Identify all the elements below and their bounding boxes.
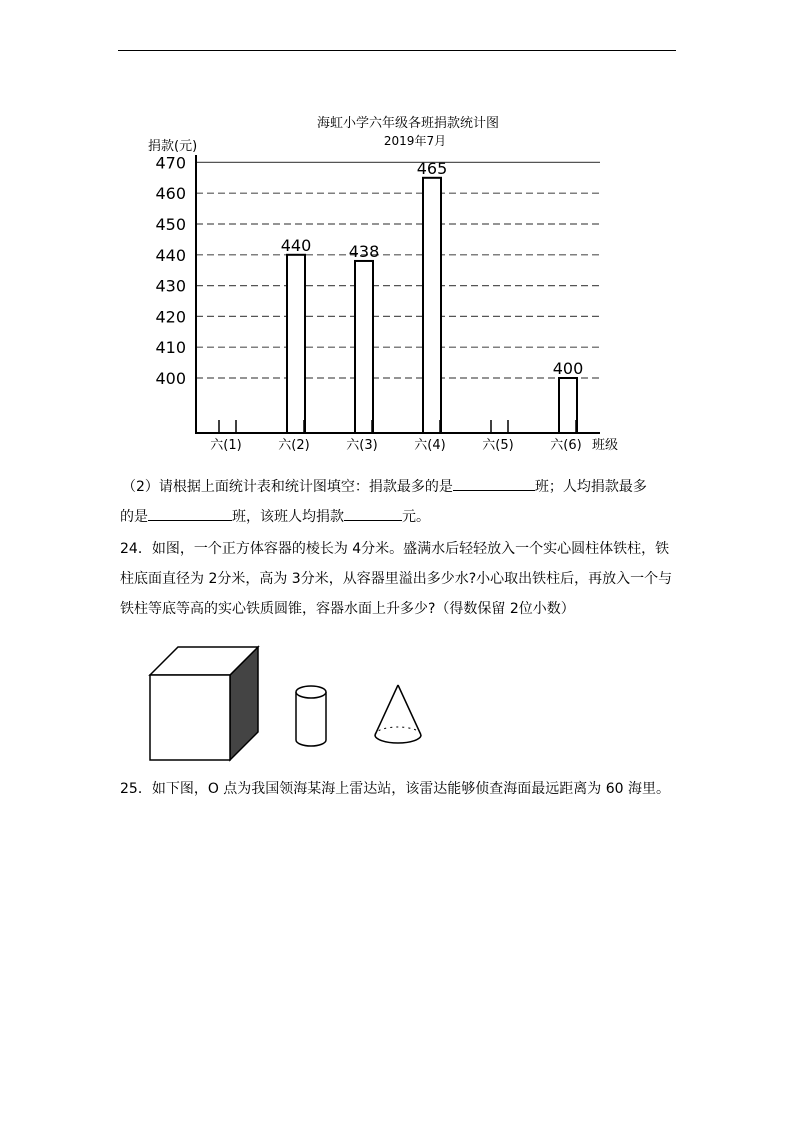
bar-value-label: 465 [416, 158, 448, 178]
question-23-part2 [120, 472, 680, 532]
y-tick-label: 410 [155, 338, 186, 358]
bar [287, 255, 305, 433]
bar-value-label: 438 [348, 241, 380, 261]
x-tick-labels [210, 420, 581, 453]
y-tick-label: 430 [155, 276, 186, 296]
y-tick-label: 450 [155, 215, 186, 234]
y-tick-label: 460 [155, 184, 186, 204]
y-tick-label: 470 [155, 153, 186, 173]
question-25 [120, 774, 680, 804]
chart-bars [281, 159, 584, 433]
bar [355, 261, 373, 433]
answer-blank-per-capita-class[interactable] [148, 504, 232, 521]
header-rule [118, 50, 676, 51]
answer-blank-per-capita-amount[interactable] [344, 504, 402, 521]
y-tick-label: 400 [155, 369, 186, 388]
x-tick-label: 六(4) [414, 438, 446, 453]
donation-bar-chart [0, 100, 794, 460]
q23-line2-text-c: 元。 [402, 509, 430, 525]
bar-value-label: 400 [552, 359, 584, 378]
q23-line2-text-b: 班，该班人均捐款 [232, 509, 344, 525]
q24-line3: 铁柱等底等高的实心铁质圆锥，容器水面上升多少?（得数保留 2位小数） [120, 601, 575, 617]
q24-line1: 24．如图，一个正方体容器的棱长为 4分米。盛满水后轻轻放入一个实心圆柱体铁柱，铁 [120, 541, 670, 557]
y-tick-labels [155, 153, 186, 388]
cylinder-figure [296, 686, 326, 746]
x-tick-label: 六(6) [550, 438, 582, 453]
x-axis-label: 班级 [592, 438, 619, 453]
q25-line1: 25．如下图，O 点为我国领海某海上雷达站，该雷达能够侦查海面最远距离为 60 海里。 [120, 781, 670, 797]
chart-title: 海虹小学六年级各班捐款统计图 [316, 116, 500, 131]
chart-grid [196, 162, 600, 378]
bar [559, 378, 577, 433]
q23-line1-text-a: （2）请根据上面统计表和统计图填空：捐款最多的是 [122, 479, 453, 495]
q24-line2: 柱底面直径为 2分米，高为 3分米，从容器里溢出多少水?小心取出铁柱后，再放入一个与 [120, 571, 673, 587]
q23-line1-text-b: 班；人均捐款最多 [534, 479, 647, 495]
q23-line2-text-a: 的是 [120, 509, 148, 525]
question-24 [120, 534, 680, 624]
bar-value-label: 440 [280, 235, 312, 255]
x-tick-label: 六(1) [210, 438, 242, 453]
x-tick-label: 六(5) [482, 438, 514, 453]
y-tick-label: 440 [155, 245, 186, 265]
chart-subtitle: 2019年7月 [383, 134, 447, 148]
y-tick-label: 420 [155, 307, 186, 327]
cone-figure [375, 685, 421, 743]
solid-figures [140, 640, 440, 765]
y-axis-label: 捐款(元) [148, 139, 198, 154]
x-tick-label: 六(3) [346, 438, 378, 453]
x-tick-label: 六(2) [278, 438, 310, 453]
answer-blank-most-class[interactable] [453, 474, 535, 491]
cube-figure [150, 647, 258, 760]
bar [423, 178, 441, 433]
